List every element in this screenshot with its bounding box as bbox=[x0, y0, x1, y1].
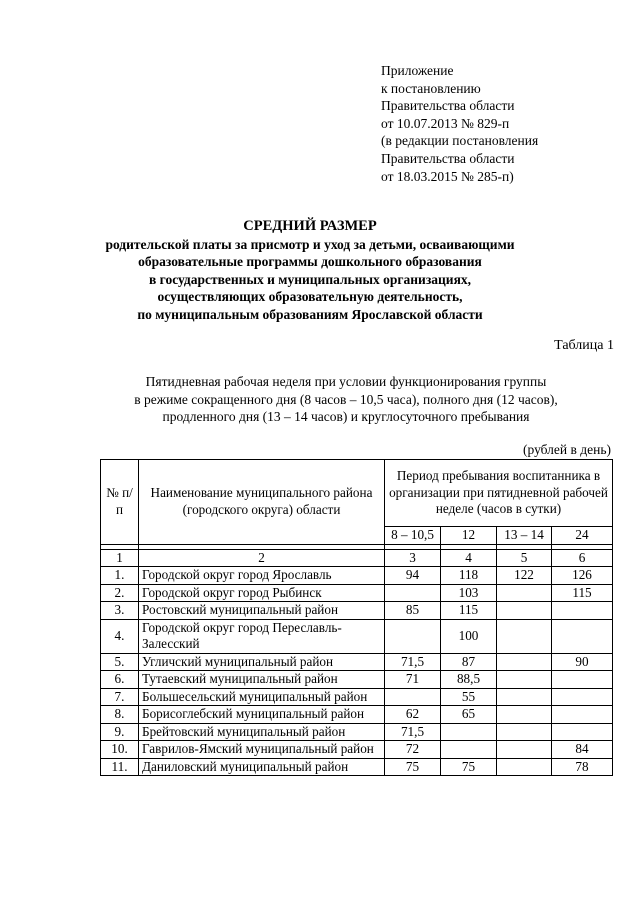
index-row bbox=[101, 549, 613, 567]
row-value-12: 103 bbox=[441, 584, 497, 602]
row-value-24 bbox=[552, 671, 613, 689]
header-num: № п/п bbox=[101, 460, 139, 545]
row-value-8-10: 94 bbox=[385, 567, 441, 585]
row-number: 4. bbox=[101, 619, 139, 653]
table-row bbox=[101, 671, 613, 689]
row-name: Гаврилов-Ямский муниципальный район bbox=[139, 741, 385, 759]
index-cell: 3 bbox=[385, 549, 441, 567]
row-value-13-14 bbox=[497, 602, 552, 620]
table-row bbox=[101, 688, 613, 706]
appendix-line: (в редакции постановления bbox=[381, 133, 539, 149]
row-value-8-10: 71,5 bbox=[385, 723, 441, 741]
index-cell: 2 bbox=[139, 549, 385, 567]
index-cell: 1 bbox=[101, 549, 139, 567]
row-value-24: 78 bbox=[552, 758, 613, 776]
row-number: 3. bbox=[101, 602, 139, 620]
appendix-block bbox=[381, 62, 538, 185]
units-note: (рублей в день) bbox=[523, 442, 611, 457]
row-value-13-14 bbox=[497, 653, 552, 671]
table-row bbox=[101, 567, 613, 585]
row-number: 8. bbox=[101, 706, 139, 724]
row-value-24: 84 bbox=[552, 741, 613, 759]
row-value-8-10: 85 bbox=[385, 602, 441, 620]
description-line: Пятидневная рабочая неделя при условии функционирования группы bbox=[145, 374, 547, 389]
table-row bbox=[101, 758, 613, 776]
row-value-12: 88,5 bbox=[441, 671, 497, 689]
row-value-12: 87 bbox=[441, 653, 497, 671]
row-value-12: 118 bbox=[441, 567, 497, 585]
row-value-8-10 bbox=[385, 584, 441, 602]
row-number: 9. bbox=[101, 723, 139, 741]
row-value-8-10: 62 bbox=[385, 706, 441, 724]
heading-line: родительской платы за присмотр и уход за детьми, осваивающими bbox=[105, 236, 515, 252]
row-number: 10. bbox=[101, 741, 139, 759]
row-value-24: 126 bbox=[552, 567, 613, 585]
row-name: Городской округ город Рыбинск bbox=[139, 584, 385, 602]
table-row bbox=[101, 706, 613, 724]
row-number: 7. bbox=[101, 688, 139, 706]
row-value-12: 75 bbox=[441, 758, 497, 776]
appendix-line: Правительства области bbox=[381, 98, 515, 114]
row-value-13-14 bbox=[497, 741, 552, 759]
appendix-line: Приложение bbox=[381, 63, 454, 78]
row-value-8-10 bbox=[385, 619, 441, 653]
description-line: в режиме сокращенного дня (8 часов – 10,5 часа), полного дня (12 часов), bbox=[134, 391, 558, 407]
table-row bbox=[101, 723, 613, 741]
heading-line: в государственных и муниципальных организациях, bbox=[148, 271, 471, 287]
heading-line: по муниципальным образованиям Ярославской области bbox=[137, 306, 483, 322]
row-name: Даниловский муниципальный район bbox=[139, 758, 385, 776]
row-value-24 bbox=[552, 602, 613, 620]
row-name: Большесельский муниципальный район bbox=[139, 688, 385, 706]
row-value-13-14 bbox=[497, 723, 552, 741]
table-row bbox=[101, 653, 613, 671]
index-cell: 6 bbox=[552, 549, 613, 567]
row-value-13-14 bbox=[497, 671, 552, 689]
document-heading bbox=[0, 218, 620, 324]
row-name: Городской округ город Переславль-Залесский bbox=[139, 619, 385, 653]
row-value-13-14: 122 bbox=[497, 567, 552, 585]
table-row bbox=[101, 741, 613, 759]
row-name: Брейтовский муниципальный район bbox=[139, 723, 385, 741]
row-value-12: 115 bbox=[441, 602, 497, 620]
table-description bbox=[80, 373, 612, 426]
row-value-12: 65 bbox=[441, 706, 497, 724]
row-number: 11. bbox=[101, 758, 139, 776]
appendix-line: от 10.07.2013 № 829-п bbox=[381, 115, 510, 131]
row-value-13-14 bbox=[497, 584, 552, 602]
header-period-col: 24 bbox=[552, 527, 613, 545]
row-value-12 bbox=[441, 723, 497, 741]
header-period: Период пребывания воспитанника в организации при пятидневной рабочей неделе (часов в сутки) bbox=[385, 460, 613, 527]
header-row bbox=[101, 460, 613, 527]
heading-title: СРЕДНИЙ РАЗМЕР bbox=[243, 218, 377, 234]
row-value-13-14 bbox=[497, 706, 552, 724]
row-number: 5. bbox=[101, 653, 139, 671]
row-value-24 bbox=[552, 706, 613, 724]
row-value-13-14 bbox=[497, 688, 552, 706]
row-value-12: 100 bbox=[441, 619, 497, 653]
table-row bbox=[101, 602, 613, 620]
row-value-24: 90 bbox=[552, 653, 613, 671]
index-cell: 4 bbox=[441, 549, 497, 567]
row-value-13-14 bbox=[497, 619, 552, 653]
header-period-col: 12 bbox=[441, 527, 497, 545]
appendix-line: Правительства области bbox=[381, 150, 515, 166]
description-line: продленного дня (13 – 14 часов) и круглосуточного пребывания bbox=[162, 409, 530, 425]
heading-line: осуществляющих образовательную деятельность, bbox=[157, 289, 463, 305]
row-value-8-10: 71 bbox=[385, 671, 441, 689]
heading-line: образовательные программы дошкольного образования bbox=[138, 254, 482, 270]
table-row bbox=[101, 619, 613, 653]
header-period-col: 13 – 14 bbox=[497, 527, 552, 545]
row-name: Угличский муниципальный район bbox=[139, 653, 385, 671]
row-number: 6. bbox=[101, 671, 139, 689]
row-value-8-10: 71,5 bbox=[385, 653, 441, 671]
table-row bbox=[101, 584, 613, 602]
row-value-8-10: 75 bbox=[385, 758, 441, 776]
fee-table bbox=[100, 459, 613, 776]
row-value-24: 115 bbox=[552, 584, 613, 602]
row-value-24 bbox=[552, 619, 613, 653]
row-value-8-10: 72 bbox=[385, 741, 441, 759]
row-name: Тутаевский муниципальный район bbox=[139, 671, 385, 689]
index-cell: 5 bbox=[497, 549, 552, 567]
header-period-col: 8 – 10,5 bbox=[385, 527, 441, 545]
appendix-line: от 18.03.2015 № 285-п) bbox=[381, 168, 514, 184]
row-number: 2. bbox=[101, 584, 139, 602]
row-value-13-14 bbox=[497, 758, 552, 776]
row-value-8-10 bbox=[385, 688, 441, 706]
row-value-12 bbox=[441, 741, 497, 759]
row-value-24 bbox=[552, 723, 613, 741]
row-value-12: 55 bbox=[441, 688, 497, 706]
appendix-line: к постановлению bbox=[381, 80, 481, 96]
row-name: Городской округ город Ярославль bbox=[139, 567, 385, 585]
row-name: Борисоглебский муниципальный район bbox=[139, 706, 385, 724]
row-number: 1. bbox=[101, 567, 139, 585]
header-name: Наименование муниципального района (городского округа) области bbox=[139, 460, 385, 545]
row-name: Ростовский муниципальный район bbox=[139, 602, 385, 620]
table-label: Таблица 1 bbox=[554, 338, 614, 353]
row-value-24 bbox=[552, 688, 613, 706]
